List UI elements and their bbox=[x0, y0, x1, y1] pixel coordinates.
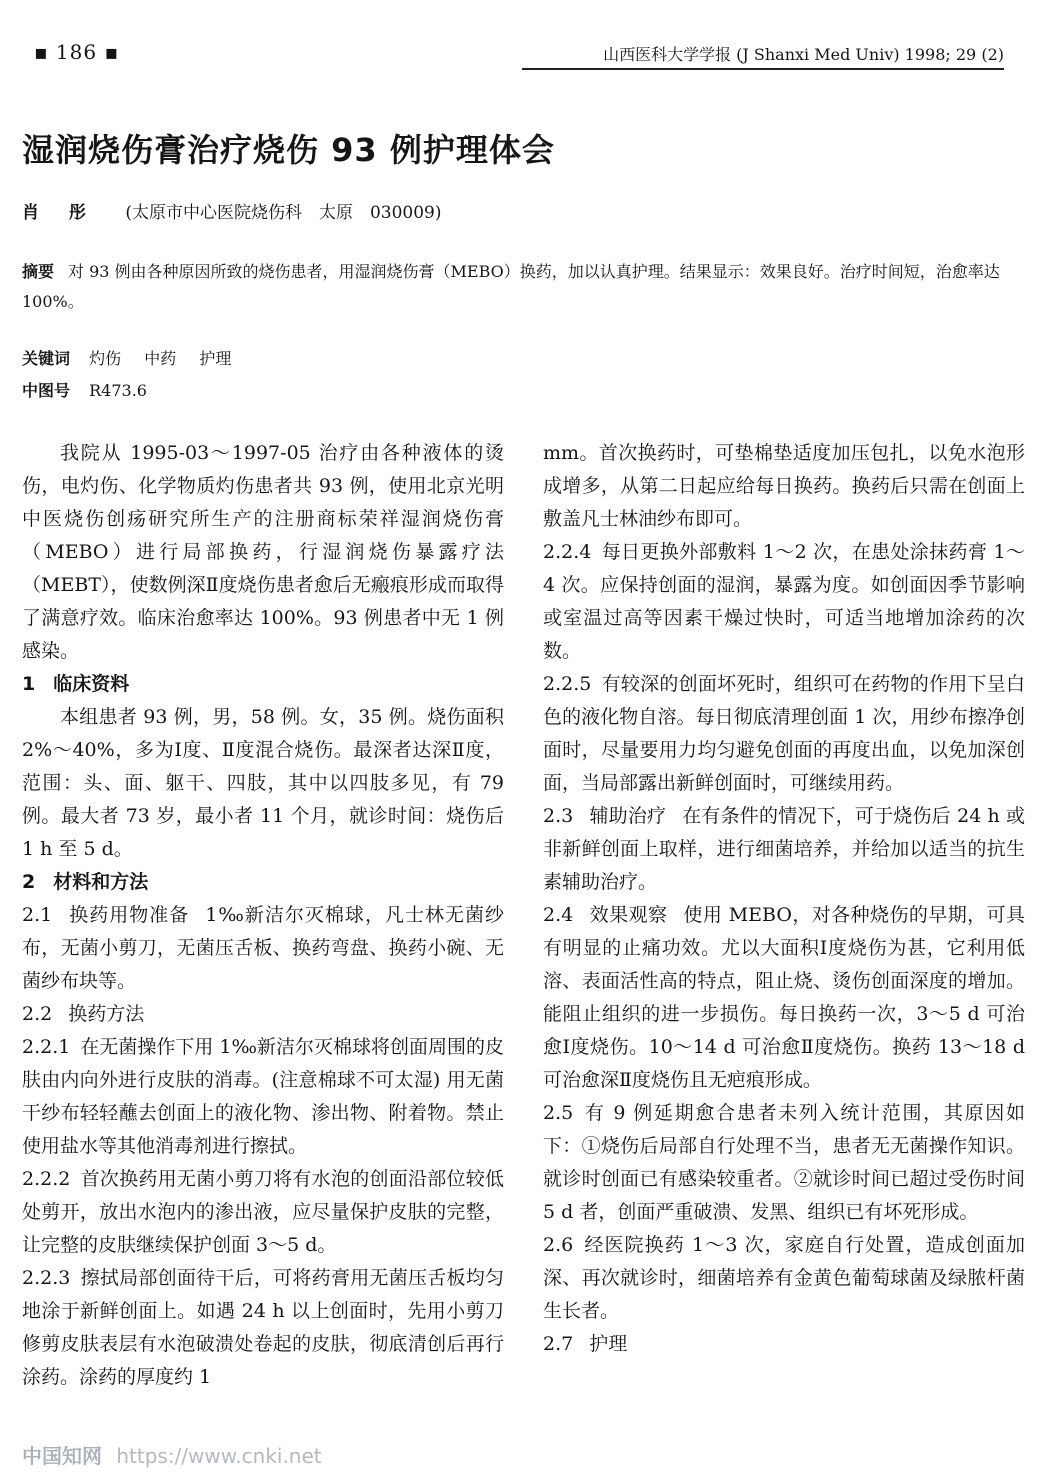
subsection-number: 2.2.2 bbox=[22, 1168, 71, 1190]
subsection-title: 效果观察 bbox=[589, 904, 668, 926]
keyword: 护理 bbox=[199, 349, 232, 368]
subsection-number: 2.1 bbox=[22, 904, 53, 926]
section-title: 材料和方法 bbox=[53, 871, 149, 893]
subsection-number: 2.6 bbox=[543, 1234, 574, 1256]
section-2-2-4-paragraph bbox=[543, 536, 1025, 668]
section-2-heading bbox=[22, 866, 504, 899]
cnki-logo-text: 中国知网 bbox=[22, 1444, 102, 1468]
cnki-watermark bbox=[22, 1440, 322, 1469]
subsection-number: 2.2.4 bbox=[543, 541, 592, 563]
subsection-number: 2.2.5 bbox=[543, 673, 592, 695]
subsection-title: 换药用物准备 bbox=[69, 904, 190, 926]
subsection-text: 在有条件的情况下，可于烧伤后 24 h 或非新鲜创面上取样，进行细菌培养，并给加以适当的抗生素辅助治疗。 bbox=[543, 805, 1025, 893]
keywords-label: 关键词 bbox=[22, 349, 71, 368]
page-number: ▪ 186 ▪ bbox=[34, 40, 119, 64]
section-2-6-paragraph bbox=[543, 1229, 1025, 1328]
classification-number: R473.6 bbox=[89, 381, 147, 400]
author-line bbox=[22, 198, 442, 223]
keyword: 中药 bbox=[144, 349, 177, 368]
keyword: 灼伤 bbox=[89, 349, 122, 368]
continued-paragraph: mm。首次换药时，可垫棉垫适度加压包扎，以免水泡形成增多，从第二日起应给每日换药。换药后只需在创面上敷盖凡士林油纱布即可。 bbox=[543, 442, 1025, 530]
left-column bbox=[22, 437, 504, 1394]
section-2-1-paragraph bbox=[22, 899, 504, 998]
abstract-text: 对 93 例由各种原因所致的烧伤患者，用湿润烧伤膏（MEBO）换药，加以认真护理。结果显示：效果良好。治疗时间短，治愈率达 100%。 bbox=[22, 262, 1000, 311]
section-number: 2 bbox=[22, 871, 36, 893]
subsection-text: 有 9 例延期愈合患者未列入统计范围，其原因如下：①烧伤后局部自行处理不当，患者无无菌操作知识。就诊时创面已有感染较重者。②就诊时间已超过受伤时间 5 d 者，创面严重破溃、发黑、组织已有坏死形成。 bbox=[543, 1102, 1025, 1223]
section-2-2-heading bbox=[22, 998, 504, 1031]
subsection-title: 护理 bbox=[589, 1333, 628, 1355]
subsection-number: 2.2.3 bbox=[22, 1267, 71, 1289]
subsection-title: 辅助治疗 bbox=[589, 805, 667, 827]
section-title: 临床资料 bbox=[53, 673, 130, 695]
subsection-text: 每日更换外部敷料 1～2 次，在患处涂抹药膏 1～4 次。应保持创面的湿润，暴露为度。如创面因季节影响或室温过高等因素干燥过快时，可适当地增加涂药的次数。 bbox=[543, 541, 1025, 662]
section-number: 1 bbox=[22, 673, 36, 695]
author-affiliation: (太原市中心医院烧伤科 太原 030009) bbox=[125, 203, 442, 223]
subsection-text: 使用 MEBO，对各种烧伤的早期，可具有明显的止痛功效。尤以大面积Ⅰ度烧伤为甚，它利用低溶、表面活性高的特点，阻止烧、烫伤创面深度的增加。能阻止组织的进一步损伤。每日换药一次，3～5 d 可治愈Ⅰ度烧伤。10～14 d 可治愈Ⅱ度烧伤。换药 13～18 d 可治愈深Ⅱ度烧伤且无疤痕形成。 bbox=[543, 904, 1025, 1091]
subsection-number: 2.2 bbox=[22, 1003, 53, 1025]
subsection-text: 1‰新洁尔灭棉球，凡士林无菌纱布，无菌小剪刀，无菌压舌板、换药弯盘、换药小碗、无菌纱布块等。 bbox=[22, 904, 504, 992]
section-2-7-heading bbox=[543, 1328, 1025, 1361]
section-2-3-paragraph bbox=[543, 800, 1025, 899]
keywords-line bbox=[22, 346, 249, 369]
subsection-text: 首次换药用无菌小剪刀将有水泡的创面沿部位较低处剪开，放出水泡内的渗出液，应尽量保护皮肤的完整，让完整的皮肤继续保护创面 3～5 d。 bbox=[22, 1168, 504, 1256]
section-2-2-3-paragraph bbox=[22, 1262, 504, 1394]
section-2-4-paragraph bbox=[543, 899, 1025, 1097]
abstract-label: 摘要 bbox=[22, 262, 55, 281]
subsection-number: 2.3 bbox=[543, 805, 574, 827]
cnki-url: https://www.cnki.net bbox=[116, 1444, 322, 1468]
subsection-number: 2.5 bbox=[543, 1102, 574, 1124]
section-2-2-1-paragraph bbox=[22, 1031, 504, 1163]
subsection-title: 换药方法 bbox=[68, 1003, 145, 1025]
subsection-text: 经医院换药 1～3 次，家庭自行处置，造成创面加深、再次就诊时，细菌培养有金黄色葡萄球菌及绿脓杆菌生长者。 bbox=[543, 1234, 1025, 1322]
abstract bbox=[22, 257, 1026, 317]
article-title: 湿润烧伤膏治疗烧伤 93 例护理体会 bbox=[22, 131, 555, 169]
classification-line bbox=[22, 378, 147, 401]
subsection-number: 2.7 bbox=[543, 1333, 574, 1355]
section-2-2-5-paragraph bbox=[543, 668, 1025, 800]
subsection-text: 在无菌操作下用 1‰新洁尔灭棉球将创面周围的皮肤由内向外进行皮肤的消毒。(注意棉球不可太湿) 用无菌干纱布轻轻蘸去创面上的液化物、渗出物、附着物。禁止使用盐水等其他消毒剂进行擦拭。 bbox=[22, 1036, 504, 1157]
section-1-paragraph: 本组患者 93 例，男，58 例。女，35 例。烧伤面积 2%～40%，多为Ⅰ度、Ⅱ度混合烧伤。最深者达深Ⅱ度，范围：头、面、躯干、四肢，其中以四肢多见，有 79 例。最大者 73 岁，最小者 11 个月，就诊时间：烧伤后 1 h 至 5 d。 bbox=[22, 706, 504, 860]
classification-label: 中图号 bbox=[22, 381, 71, 400]
section-2-2-2-paragraph bbox=[22, 1163, 504, 1262]
subsection-text: 擦拭局部创面待干后，可将药膏用无菌压舌板均匀地涂于新鲜创面上。如遇 24 h 以上创面时，先用小剪刀修剪皮肤表层有水泡破溃处卷起的皮肤，彻底清创后再行涂药。涂药的厚度约 1 bbox=[22, 1267, 504, 1388]
intro-paragraph: 我院从 1995-03～1997-05 治疗由各种液体的烫伤，电灼伤、化学物质灼伤患者共 93 例，使用北京光明中医烧伤创疡研究所生产的注册商标荣祥湿润烧伤膏（MEBO）进行局部换药，行湿润烧伤暴露疗法（MEBT），使数例深Ⅱ度烧伤患者愈后无瘢痕形成而取得了满意疗效。临床治愈率达 100%。93 例患者中无 1 例感染。 bbox=[22, 442, 504, 662]
subsection-number: 2.4 bbox=[543, 904, 574, 926]
section-2-5-paragraph bbox=[543, 1097, 1025, 1229]
right-column bbox=[543, 437, 1025, 1361]
subsection-number: 2.2.1 bbox=[22, 1036, 71, 1058]
section-1-heading bbox=[22, 668, 504, 701]
journal-reference: 山西医科大学学报 (J Shanxi Med Univ) 1998; 29 (2) bbox=[522, 42, 1004, 70]
author-name: 肖 彤 bbox=[22, 203, 98, 223]
subsection-text: 有较深的创面坏死时，组织可在药物的作用下呈白色的液化物自溶。每日彻底清理创面 1 次，用纱布擦净创面时，尽量要用力均匀避免创面的再度出血，以免加深创面，当局部露出新鲜创面时，可继续用药。 bbox=[543, 673, 1025, 794]
